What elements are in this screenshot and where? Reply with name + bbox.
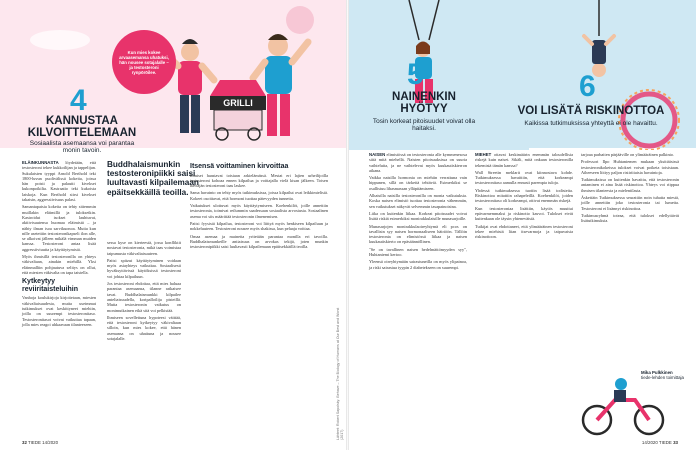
paragraph: Paitsi spitzut käyttäytyminen voidaan myös asiayhteys vaikuttaa. Sosiaalisesti hyväksyttävissä käytöksissä testosteroni voi johtaa kilpailuun.: [107, 257, 181, 279]
paragraph: Jos testosteroni ehdottaa, että mies haluaa parantaa asemaansa, tilanne ratkaisee tavat. Buddhalaismunkki kilpailee anteliaisuudella, koripalloilija pisteillä. Mutta testosteronin vaikutus on monimutkainen eikä sitä voi pelkistää.: [107, 281, 181, 313]
section-deck: Kaikissa tutkimuksissa yhteyttä ei ole havaittu.: [524, 120, 658, 127]
section-title: VOI LISÄTÄ RISKINOTTOA: [517, 105, 665, 117]
author-byline: [641, 370, 693, 380]
paragraph: Ihmiseen sovellettuna hypoteesi väittää, että testosteroni kytkeytyy väkivaltaan silloin, kun mies kokee, että hänen asemansa on uhattuna ja nousee sotajalalle.: [107, 314, 181, 342]
paragraph: Liika on kuitenkin liikaa. Korkeat pitoisuudet voivat lisätä riskiä esimerkiksi monirakkulaisille munasarjoille.: [369, 210, 467, 222]
page-folio: [642, 440, 678, 445]
paragraph: Alhaisilla naisilla testosteronilla on monia vaikutuksia. Koska naisen elimistö tuottaa testosteronia vähemmän, sen vaikutukset näkyvät selvemmin tasapainoisina.: [369, 193, 467, 209]
article-column-3: [581, 152, 679, 226]
article-column-1: ELÄINKUNNASTA löydetään, että testosteroni tekee kukkoilijan ja tappelijan. Sukulaisten tyyppi Arnold Berthold teki 1800-luvun puolivälissä kokeita, joissa hän poisti ja palautti kivekset kukonpoikilta. Kastraatio teki kukoista laiskoja. Kun Berthold siirsi kivekset takaisin, aggressiivisuus palasi. Samantapaisia kokeita on tehty sittemmin muillakin eläimillä ja tuloksetkin. Kastroidut isokset lauhtuvat, aktiivisuutensa huomaa eläimistä – ja nähty ilman isoa sarvikuonoa. Mutta kun nille asetettiin testosteronikapseli ilon alle, se alkoivat jälleen mikälä vimman muiden kanssa. Testosteroni antaa lisää aggressiiviuutta ja käyttäytymistä. Myös ihmisillä testosteronilla on yhteys väkivaltaan, ainakin miehillä. Yksi eläinmalliin pohjautuva selitys on ollut, että miesten väkivalta on tapa taistella. Kytkeytyy reviiritaisteluihin Vanhoja koulukirjoja kirjoitetaan, miesten väkivaltaisuudesta, mutta useimmat tutkimukset ovat keskittyneet miehiin, joilla on suurempi testosteronitaso. Testosteronitasot voivat vaikuttaa tapaan, jolla mies reagoi uhkaavaan tilanteeseen.: [22, 160, 96, 327]
paragraph: Vaikka naisilla hormonia on miehiin verrattuna vain hippunen, sillä on tärkeitä tehtäviä. Esimerkiksi se osallistuu lihasmassan ylläpitämiseen.: [369, 175, 467, 191]
section-deck: Sosiaalista asemaansa voi parantaa monin tavoin.: [29, 140, 135, 155]
wheel-back: [583, 406, 611, 434]
author-name: Mika Pulkkinen: [641, 370, 673, 375]
paragraph: Omaa asemaa ja mainetta yritetään parantaa monilla eri tavoilla. Buddhalaismunkeille antiaisuus on arvokas tekijä, joten munkin testosteronipiikki saisi luultavasti kilpailemaan epäitsekkäillä teoilla.: [190, 233, 328, 250]
paragraph: "Se on tavallinen naisen hedelmättömyyden syy", Huhtaniemi kertoo.: [369, 246, 467, 258]
paragraph: Kun testosteroniaa lisättiin, käytös muuttui epävarmemmaksi ja riskinotto kasvoi. Tulokset eivät kuitenkaan ole täysin yhteneväisiä.: [475, 205, 573, 222]
page-number: 32: [22, 440, 27, 445]
paragraph: Yleensä oireyhtymään sairastuneilla on myös ylipainoa, ja riski sairastua tyypin 2 diabetekseen on suurempi.: [369, 259, 467, 270]
paragraph: tarjoaa parhaiten pärjääville on ylimääräinen palkinto.: [581, 152, 675, 157]
paragraph: Äskettäin Tutkimuksessa seurattiin noin tuhatta miestä, joille annettiin joko testosteronia tai lumetta. Testosteroni ei lisännyt riskinottoa.: [581, 195, 679, 211]
paragraph: Yhdessä tutkimuksessa tuotiin lisää todisteita. Riskinottoa mitattiin rahapeleillä. Koehenkilöt, joiden testosteronitaso oli korkeampi, ottivat enemmän riskejä.: [475, 187, 573, 204]
man-head: [181, 43, 199, 61]
quote-bubble: Kun mies kokee arvaasemansa uhatuksi, hän nousee sotajalalle – ja testosteroni rynpöröilee.: [112, 30, 176, 94]
lead-word: MIEHET: [475, 152, 492, 157]
paragraph: Wall Streetin meklarit ovat kiinnostava kohde. Tutkimuksessa havaittiin, että korkeampi testosteronitaso aamulla ennusti parempia tuloja.: [475, 169, 573, 186]
section-number: 5: [407, 58, 424, 91]
paragraph: Samantapaisia kokeita on tehty sittemmin muillakin eläimillä ja tuloksetkin. Kastroidut isokset lauhtuvat, aktiivisuutensa huomaa eläimistä – ja nähty ilman isoa sarvikuonoa. Mutta kun nille asetettiin testosteronikapseli ilon alle, se alkoivat jälleen mikälä vimman muiden kanssa. Testosteroni antaa lisää aggressiiviuutta ja käyttäytymistä.: [22, 204, 96, 252]
grill-label: GRILLI: [223, 98, 253, 108]
paragraph: Vaikutukset ulottuvat myös käyttäytymiseen. Koehenkilöt, joille annettiin testosteronia, toimivat reilummin saadessaan sosiaalista arvostusta. Sosiaalinen asema voi siis määrittää testosteronin ilmenemisen.: [190, 203, 328, 219]
paragraph: sessa kyse on kierteestä, jossa konfliktit nostavat testosteronia, mikä taas voimistaa taipumusta väkivaltaisuuteen.: [107, 240, 181, 256]
paragraph: Tutkimuksissa on kuitenkin havaittu, että testosteronin antaminen ei aina lisää riskinottoa. Yhteys voi riippua ihmisen tilanteesta ja mielentilasta.: [581, 177, 679, 193]
section-deck: Tosin korkeat pitoisuudet voivat olla haitaksi.: [372, 118, 476, 133]
man-torso: [178, 61, 202, 95]
left-page: [0, 0, 347, 450]
lead-word: ELÄINKUNNASTA: [22, 160, 59, 165]
paragraph: Professori Ilpo Huhtaniemen mukaan yksittäisissä testosteronikokeissa tulokset voivat poiketa toisistaan. Aiheeseen liittyy paljon ristiriitaisia havaintoja.: [581, 159, 679, 175]
section-number: 6: [579, 70, 596, 103]
article-column-2: MIEHET ottavat keskimäärin enemmän taloudellisia riskejä kuin naiset. Sikäli, mitä onkaan testosteronilla tekemistä tämän kanssa? Wall Streetin meklarit ovat kiinnostava kohde. Tutkimuksessa havaittiin, että korkeampi testosteronitaso aamulla ennusti parempia tuloja. Yhdessä tutkimuksessa tuotiin lisää todisteita. Riskinottoa mitattiin rahapeleillä. Koehenkilöt, joiden testosteronitaso oli korkeampi, ottivat enemmän riskejä. Kun testosteroniaa lisättiin, käytös muuttui epävarmemmaksi ja riskinotto kasvoi. Tulokset eivät kuitenkaan ole täysin yhteneväisiä. Tutkijat ovat ehdottaneet, että ylimääräinen testosteroni tekee miehistä liian itsevarmoja ja taipuvaisia riskinottoon.: [475, 152, 573, 240]
paragraph: Tutkimusryhmä toteaa, että tulokset edellyttävät lisätutkimuksia.: [581, 212, 679, 224]
page-folio: [22, 440, 58, 445]
article-column-2: [107, 240, 181, 343]
paragraph: Vanhoja koulukirjoja kirjoitetaan, miesten väkivaltaisuudesta, mutta useimmat tutkimukset ovat keskittyneet miehiin, joilla on suurempi testosteronitaso. Testosteronitasot voivat vaikuttaa tapaan, jolla mies reagoi uhkaavaan tilanteeseen.: [22, 295, 96, 327]
article-column-3: [190, 160, 328, 251]
man2-torso: [265, 56, 292, 94]
pull-quote: Buddhalaismunkin testosteronipiikki saisi luultavasti kilpailemaan epäitsekkäillä teoilla.: [107, 160, 199, 197]
paragraph: Tutkijat ovat ehdottaneet, että ylimääräinen testosteroni tekee miehistä liian itsevarmoja ja taipuvaisia riskinottoon.: [475, 223, 573, 240]
subheading: Itsensä voittaminen kirvoittaa: [190, 163, 289, 170]
paragraph: Myös ihmisillä testosteronilla on yhteys väkivaltaan, ainakin miehillä. Yksi eläinmalliin pohjautuva selitys on ollut, että miesten väkivalta on tapa taistella.: [22, 254, 96, 275]
sun-shape: [286, 6, 314, 34]
rider-helmet: [615, 378, 627, 390]
subheading: Kytkeytyy reviiritaisteluihin: [22, 278, 79, 293]
paragraph: Sama havainto on tehty myös tutkimuksissa, joissa kilpailut ovat leikkimielisiä. Kokeet osoittavat, että hormoni tuottaa pätevyyden tunnetta.: [190, 190, 328, 201]
source-credit: Lähteet: Robert Sapolsky: Behave – The Biology of Humans at Our Best and Worst (2017): [336, 307, 344, 440]
magazine-issue: 14/2020 TIEDE: [641, 440, 672, 445]
wheel-front: [635, 406, 663, 434]
section-title: KANNUSTAA KILVOITTELEMAAN: [27, 115, 137, 139]
lead-word: NAISEN: [369, 152, 386, 157]
section-number: 4: [70, 84, 87, 117]
right-page: [349, 0, 696, 450]
section-title: NAINENKIN HYÖTYY: [392, 91, 456, 115]
paragraph: Ihmiset haastavat toisiaan arkielämässä. Mestat eri lajien urheilijoilla testosteroni kohoaa ennen kilpailua ja voittajalla vielä kisan jälkeen. Toisen häviäjän testosteroni taas laskee.: [190, 172, 328, 189]
magazine-issue: TIEDE 14/2020: [28, 440, 59, 445]
author-role: tiede-lehden toimittaja: [641, 375, 684, 381]
jumper-body: [592, 40, 606, 64]
article-column-1: NAISEN elimistössä on testosteronia alle kymmenesosa siitä mitä miehellä. Naisten pitoisuuksissa on suuria vaihteluita, ja ne vaihtelevat myös kuukautiskierron aikana. Vaikka naisilla hormonia on miehiin verrattuna vain hippunen, sillä on tärkeitä tehtäviä. Esimerkiksi se osallistuu lihasmassan ylläpitämiseen. Alhaisilla naisilla testosteronilla on monia vaikutuksia. Koska naisen elimistö tuottaa testosteronia vähemmän, sen vaikutukset näkyvät selvemmin tasapainoisina. Liika on kuitenkin liikaa. Korkeat pitoisuudet voivat lisätä riskiä esimerkiksi monirakkulaisille munasarjoille. Munasarjojen monirakkulaoireyhtymä eli pcos on tavallisin syy naisen hormonaaliseen häiriöön. Tällöin testosteronia on elimistössä liikaa ja naisen kuukautiskierto on epäsäännöllinen. "Se on tavallinen naisen hedelmättömyyden syy", Huhtaniemi kertoo. Yleensä oireyhtymään sairastuneilla on myös ylipainoa, ja riski sairastua tyypin 2 diabetekseen on suurempi.: [369, 152, 467, 270]
paragraph: Paitsi fyysistä kilpailua, testosteroni voi liittyä myös henkiseen kilpailuun ja nokkeluuteen. Testosteroni nousee myös shakissa, kun pelaaja voittaa.: [190, 220, 328, 232]
page-number: 33: [673, 440, 678, 445]
paragraph: Munasarjojen monirakkulaoireyhtymä eli pcos on tavallisin syy naisen hormonaaliseen häiriöön. Tällöin testosteronia on elimistössä liikaa ja naisen kuukautiskierto on epäsäännöllinen.: [369, 223, 467, 245]
